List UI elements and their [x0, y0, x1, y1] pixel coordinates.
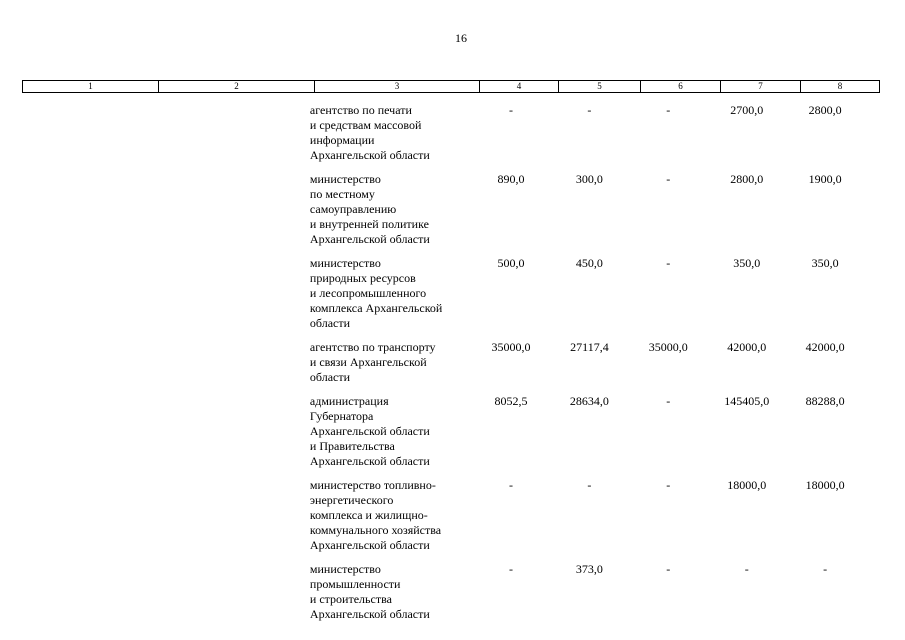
organization-name-line: Архангельской области [309, 232, 430, 246]
column-header-6: 6 [641, 81, 721, 93]
organization-name [310, 562, 473, 622]
cell-col-4: 8052,5 [494, 394, 528, 408]
organization-name-line: комплекса и жилищно- [309, 508, 428, 522]
organization-name-line: Архангельской области [309, 538, 430, 552]
organization-name-line: и Правительства [309, 439, 395, 453]
column-header-8: 8 [801, 81, 880, 93]
cell-col-8: 88288,0 [805, 394, 845, 408]
organization-name-line: министерство топливно- [309, 478, 436, 492]
organization-name-line: Архангельской области [309, 148, 430, 162]
organization-name-line: и внутренней политике [309, 217, 429, 231]
organization-name-line: Губернатора [309, 409, 374, 423]
cell-col-2 [156, 256, 310, 331]
organization-name [310, 478, 473, 553]
cell-col-7: 42000,0 [727, 340, 767, 354]
cell-col-1 [22, 172, 156, 247]
organization-name-line: Архангельской области [309, 607, 430, 621]
organization-name-line: по местному [309, 187, 375, 201]
cell-col-1 [22, 340, 156, 385]
organization-name-line: области [309, 316, 351, 330]
cell-col-8: 18000,0 [805, 478, 845, 492]
cell-col-1 [22, 478, 156, 553]
column-header-1: 1 [23, 81, 159, 93]
header-row [23, 81, 880, 93]
cell-col-7: 2800,0 [730, 172, 764, 186]
organization-name-line: министерство [309, 256, 381, 270]
cell-col-6: - [666, 478, 671, 492]
organization-name [310, 394, 473, 469]
table-row [22, 172, 864, 247]
cell-col-6: - [666, 562, 671, 576]
cell-col-1 [22, 394, 156, 469]
organization-name-line: агентство по транспорту [309, 340, 436, 354]
cell-col-5: 373,0 [575, 562, 603, 576]
cell-col-8: 2800,0 [808, 103, 842, 117]
organization-name-line: промышленности [309, 577, 401, 591]
column-header-5: 5 [559, 81, 641, 93]
organization-name-line: природных ресурсов [309, 271, 416, 285]
cell-col-8: 1900,0 [808, 172, 842, 186]
cell-col-5: 28634,0 [569, 394, 609, 408]
cell-col-4: 890,0 [497, 172, 525, 186]
organization-name-line: министерство [309, 562, 381, 576]
cell-col-1 [22, 562, 156, 622]
cell-col-7: 2700,0 [730, 103, 764, 117]
organization-name-line: министерство [309, 172, 381, 186]
table-row [22, 394, 864, 469]
cell-col-5: 300,0 [575, 172, 603, 186]
table-row [22, 562, 864, 622]
organization-name [310, 103, 473, 163]
column-header-2: 2 [159, 81, 315, 93]
cell-col-7: - [744, 562, 749, 576]
table-row [22, 478, 864, 553]
column-header-4: 4 [480, 81, 559, 93]
cell-col-6: - [666, 256, 671, 270]
cell-col-4: - [509, 478, 514, 492]
organization-name-line: области [309, 370, 351, 384]
organization-name-line: и средствам массовой [309, 118, 422, 132]
cell-col-7: 350,0 [733, 256, 761, 270]
cell-col-4: 500,0 [497, 256, 525, 270]
organization-name [310, 340, 473, 385]
cell-col-6: - [666, 394, 671, 408]
cell-col-4: - [509, 562, 514, 576]
cell-col-5: - [587, 478, 592, 492]
cell-col-5: 27117,4 [570, 340, 609, 354]
cell-col-5: - [587, 103, 592, 117]
cell-col-4: - [509, 103, 514, 117]
cell-col-1 [22, 103, 156, 163]
cell-col-8: 350,0 [811, 256, 839, 270]
organization-name [310, 172, 473, 247]
column-number-header [22, 80, 880, 93]
table-row [22, 256, 864, 331]
organization-name-line: коммунального хозяйства [309, 523, 442, 537]
cell-col-2 [156, 562, 310, 622]
organization-name-line: и строительства [309, 592, 392, 606]
cell-col-1 [22, 256, 156, 331]
organization-name-line: энергетического [309, 493, 394, 507]
cell-col-7: 18000,0 [727, 478, 767, 492]
organization-name-line: самоуправлению [309, 202, 397, 216]
page-number: 16 [455, 31, 467, 45]
cell-col-2 [156, 478, 310, 553]
cell-col-8: 42000,0 [805, 340, 845, 354]
organization-name-line: информации [309, 133, 375, 147]
organization-name-line: и лесопромышленного [309, 286, 427, 300]
cell-col-4: 35000,0 [491, 340, 531, 354]
column-header-7: 7 [721, 81, 801, 93]
cell-col-2 [156, 103, 310, 163]
cell-col-8: - [823, 562, 828, 576]
table-row [22, 340, 864, 385]
cell-col-6: 35000,0 [648, 340, 688, 354]
table-row [22, 103, 864, 163]
organization-name-line: Архангельской области [309, 424, 430, 438]
table-body [22, 103, 864, 631]
cell-col-6: - [666, 103, 671, 117]
cell-col-5: 450,0 [575, 256, 603, 270]
organization-name-line: комплекса Архангельской [309, 301, 443, 315]
organization-name-line: Архангельской области [309, 454, 430, 468]
organization-name-line: администрация [309, 394, 389, 408]
organization-name-line: и связи Архангельской [309, 355, 427, 369]
organization-name [310, 256, 473, 331]
column-header-3: 3 [315, 81, 480, 93]
cell-col-2 [156, 340, 310, 385]
organization-name-line: агентство по печати [309, 103, 412, 117]
cell-col-2 [156, 172, 310, 247]
cell-col-7: 145405,0 [724, 394, 770, 408]
cell-col-2 [156, 394, 310, 469]
cell-col-6: - [666, 172, 671, 186]
